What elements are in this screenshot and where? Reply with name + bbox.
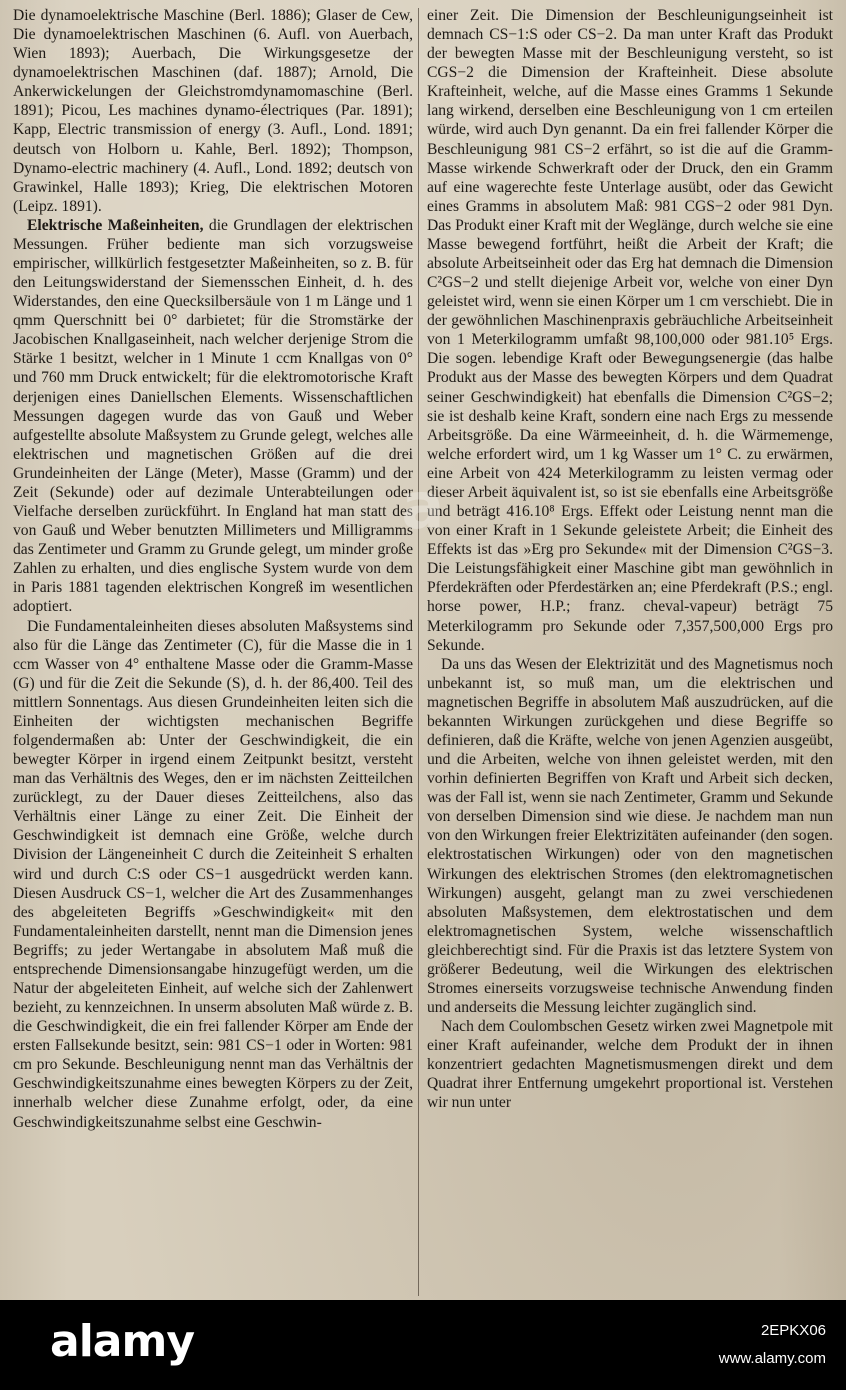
bibliography-paragraph: Die dynamoelektrische Maschine (Berl. 1886); Glaser de Cew, Die dynamoelektrischen Maschinen (6. Aufl. von Auerbach, Wien 1893); Auerbach, Die Wirkungsgesetze der dynamoelektrischen Maschinen (daf. 1887); Arnold, Die Ankerwickelungen der Gleichstromdynamomaschine (Berl. 1891); Picou, Les machines dynamo-électriques (Par. 1891); Kapp, Electric transmission of energy (3. Aufl., Lond. 1891; deutsch von Holborn u. Kahle, Berl. 1892); Thompson, Dynamo-electric machinery (4. Aufl., Lond. 1892; deutsch von Grawinkel, Halle 1893); Krieg, Die elektrischen Motoren (Leipz. 1891). (13, 7, 413, 215)
left-text-column (13, 6, 413, 1132)
column-divider (418, 8, 419, 1296)
site-url-label: www.alamy.com (718, 1350, 826, 1367)
body-paragraph: Die Fundamentaleinheiten dieses absoluten Maßsystems sind also für die Länge das Zentimeter (C), für die Masse die in 1 ccm Wasser von 4° enthaltene Masse oder die Gramm-Masse (G) und für die Zeit die Sekunde (S), d. h. der 86,400. Teil des mittlern Sonnentags. Aus diesen Grundeinheiten leiten sich die Einheiten der wichtigsten mechanischen Begriffe folgendermaßen ab: Unter der Geschwindigkeit, die ein bewegter Körper in irgend einem Zeitpunkt besitzt, versteht man das Verhältnis des Weges, den er im nächsten Zeitteilchen zurücklegt, zu der Dauer dieses Zeitteilchens, also das Verhältnis einer Länge zu einer Zeit. Die Einheit der Geschwindigkeit ist demnach eine Größe, welche durch Division der Längeneinheit C durch die Zeiteinheit S erhalten wird und durch C:S oder CS−1 ausgedrückt werden kann. Diesen Ausdruck CS−1, welcher die Art des Zusammenhanges des abgeleiteten Begriffs »Geschwindigkeit« mit den Fundamentaleinheiten darstellt, nennt man die Dimension jenes Begriffs; zu jeder Wertangabe in absolutem Maß muß die entsprechende Dimensionsangabe hinzugefügt werden, um die Natur der abgeleiteten Einheit, auf welche sich der Zahlenwert bezieht, zu kennzeichnen. In unserm absoluten Maß würde z. B. die Geschwindigkeit, die ein frei fallender Körper am Ende der ersten Fallsekunde besitzt, sein: 981 CS−1 oder in Worten: 981 cm pro Sekunde. Beschleunigung nennt man das Verhältnis der Geschwindigkeitszunahme eines bewegten Körpers zu der Zeit, innerhalb welcher diese Zunahme erfolgt, oder, da eine Geschwindigkeitszunahme selbst eine Geschwin- (13, 617, 413, 1131)
body-paragraph: Nach dem Coulombschen Gesetz wirken zwei Magnetpole mit einer Kraft aufeinander, welche dem Produkt der in ihnen konzentriert gedachten Magnetismusmengen direkt und dem Quadrat ihrer Entfernung umgekehrt proportional ist. Verstehen wir nun unter (427, 1018, 833, 1112)
image-id-label: 2EPKX06 (760, 1322, 826, 1339)
watermark: a (401, 470, 445, 544)
alamy-logo: alamy (50, 1316, 194, 1367)
body-paragraph: Da uns das Wesen der Elektrizität und des Magnetismus noch unbekannt ist, so muß man, um die elektrischen und magnetischen Begriffe in absolutem Maß auszudrücken, auf die bekannten Wirkungen zurückgehen und diese Begriffe so definieren, daß die Kräfte, welche von jenen Agenzien ausgeübt, und die Arbeiten, welche von ihnen geleistet werden, mit den vorhin definierten Begriffen von Kraft und Arbeit sich decken, was der Fall ist, wenn sie nach Zentimeter, Gramm und Sekunde von derselben Dimension sind wie diese. Je nachdem man nun von den Wirkungen freier Elektrizitäten aufeinander (den sogen. elektrostatischen Wirkungen) oder von den magnetischen Wirkungen des elektrischen Stromes (den elektromagnetischen Wirkungen) ausgeht, gelangt man zu zwei verschiedenen absoluten Maßsystemen, dem elektrostatischen und dem elektromagnetischen System, welche wissenschaftlich gleichberechtigt sind. Für die Praxis ist das letztere System von größerer Bedeutung, weil die Wirkungen des elektrischen Stromes einerseits vorzugsweise technische Anwendung finden und anderseits die Messung leichter zugänglich sind. (427, 655, 833, 1017)
entry-text: die Grundlagen der elektrischen Messungen. Früher bediente man sich vorzugsweise empirischer, willkürlich festgesetzter Maßeinheiten, so z. B. für den Leitungswiderstand der Siemensschen Einheit, d. h. des Widerstandes, den eine Quecksilbersäule von 1 m Länge und 1 qmm Querschnitt bei 0° darbietet; für die Stromstärke der Jacobischen Knallgaseinheit, nach welcher derjenige Strom die Stärke 1 besitzt, welcher in 1 Minute 1 ccm Knallgas von 0° und 760 mm Druck entwickelt; für die elektromotorische Kraft derjenigen eines Daniellschen Elements. Wissenschaftlichen Messungen dagegen wurde das von Gauß und Weber aufgestellte absolute Maßsystem zu Grunde gelegt, welches alle elektrischen und magnetischen Größen auf die drei Grundeinheiten der Länge (Meter), Masse (Gramm) und der Zeit (Sekunde) oder auf dezimale Unterabteilungen oder Vielfache derselben zurückführt. In England hat man statt des von Gauß und Weber benutzten Millimeters und Milligramms das Zentimeter und Gramm zu Grunde gelegt, um minder große Zahlen zu erhalten, und dies englische System wurde von dem in Paris 1881 tagenden elektrischen Kongreß im wesentlichen adoptiert. (13, 216, 413, 616)
body-paragraph: einer Zeit. Die Dimension der Beschleunigungseinheit ist demnach CS−1:S oder CS−2. Da man unter Kraft das Produkt der bewegten Masse mit der Beschleunigung versteht, so ist CGS−2 die Dimension der Krafteinheit. Diese absolute Krafteinheit, welche, auf die Masse eines Gramms 1 Sekunde lang wirkend, derselben eine Beschleunigung von 1 cm erteilen würde, wird auch Dyn genannt. Da ein frei fallender Körper die Beschleunigung 981 CS−2 erfährt, so ist die auf die Gramm-Masse wirkende Schwerkraft oder der Druck, den ein Gramm auf eine wagerechte feste Unterlage ausübt, oder das Gewicht eines Gramms in absolutem Maß: 981 CGS−2 oder 981 Dyn. Das Produkt einer Kraft mit der Weglänge, durch welche sie eine Masse bewegend fortführt, heißt die Arbeit der Kraft; die absolute Arbeitseinheit oder das Erg hat demnach die Dimension C²GS−2 und stellt diejenige Arbeit vor, welche von einer Dyn geleistet wird, wenn sie einen Körper um 1 cm verschiebt. Die in der gewöhnlichen Maschinenpraxis gebräuchliche Arbeitseinheit von 1 Meterkilogramm umfaßt 98,100,000 oder 981.10⁵ Ergs. Die sogen. lebendige Kraft oder Bewegungsenergie (das halbe Produkt aus der Masse des bewegten Körpers und dem Quadrat seiner Geschwindigkeit) hat ebenfalls die Dimension C²GS−2; sie ist deshalb keine Kraft, sondern eine nach Ergs zu messende Arbeitsgröße. Da eine Wärmeeinheit, d. h. die Wärmemenge, welche erfordert wird, um 1 kg Wasser um 1° C. zu erwärmen, eine Arbeit von 424 Meterkilogramm zu leisten vermag oder dieser Arbeit äquivalent ist, so ist sie ebenfalls eine Arbeitsgröße und beträgt 416.10⁸ Ergs. Effekt oder Leistung nennt man die von einer Kraft in 1 Sekunde geleistete Arbeit; die Einheit des Effekts ist das »Erg pro Sekunde« mit der Dimension C²GS−3. Die Leistungsfähigkeit einer Maschine gibt man gewöhnlich in Pferdekräften oder Pferdestärken an; eine Pferdekraft (P.S.; engl. horse power, H.P.; franz. cheval-vapeur) beträgt 75 Meterkilogramm pro Sekunde oder 7,357,500,000 Ergs pro Sekunde. (427, 7, 833, 654)
entry-heading: Elektrische Maßeinheiten, (27, 216, 204, 234)
entry-paragraph (13, 216, 413, 617)
right-text-column (427, 6, 833, 1113)
